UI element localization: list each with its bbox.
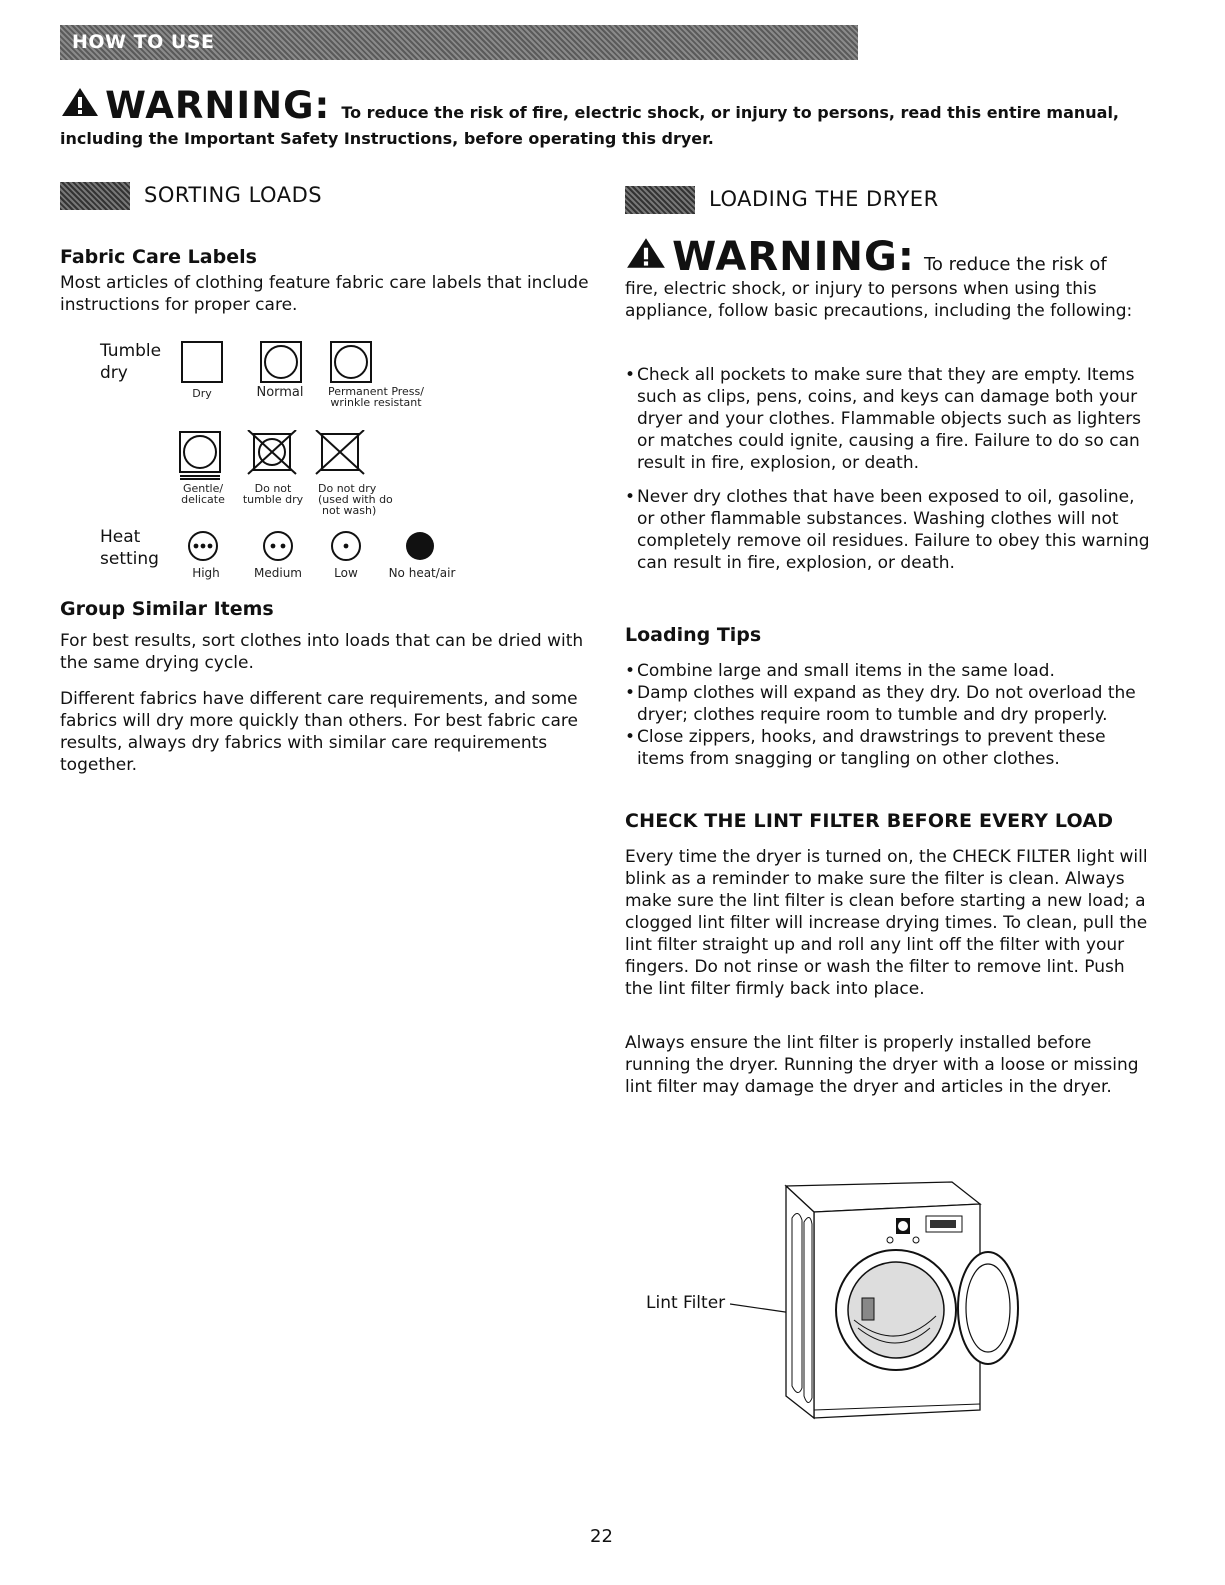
right-warning-title (625, 234, 1107, 280)
list-item: • Never dry clothes that have been exposed to oil, gasoline, or other flammable substances. Washing clothes will not completely remove oil residues. Failure to obey this warning can result in fire, explosion, or death. (625, 486, 1155, 574)
section-banner: HOW TO USE (60, 25, 858, 60)
do-not-dry-icon (316, 430, 364, 474)
section-bar (625, 186, 695, 214)
section-bar (60, 182, 130, 210)
gentle-no-tumble-symbols (176, 430, 376, 480)
medium-heat-icon (264, 532, 292, 560)
warning-text-2: including the Important Safety Instructions, before operating this dryer. (60, 129, 714, 148)
warning-right-text-b: fire, electric shock, or injury to persons when using this appliance, follow basic precautions, including the following: (625, 279, 1133, 321)
dryer-illustration (730, 1178, 1030, 1428)
heat-setting-symbols (186, 530, 446, 564)
label-normal: Normal (256, 385, 304, 400)
list-item: • Combine large and small items in the same load. (625, 660, 1155, 682)
left-column (60, 182, 600, 210)
warning-right-text-a: To reduce the risk of (923, 254, 1107, 275)
fabric-care-text: Most articles of clothing feature fabric care labels that include instructions for proper care. (60, 273, 589, 315)
page-number: 22 (590, 1526, 613, 1547)
list-item: • Check all pockets to make sure that they are empty. Items such as clips, pens, coins, and keys can damage both your dryer and your clothes. Flammable objects such as lighters or matches could ignite, causing a fire. Failure to do so can result in fire, explosion, or death. (625, 364, 1155, 474)
warning-bullets (625, 364, 1155, 574)
label-high: High (192, 566, 220, 580)
warning-word: WARNING: (105, 84, 331, 127)
warning-word-right: WARNING: (672, 234, 915, 280)
fabric-care-heading: Fabric Care Labels (60, 246, 257, 268)
label-low: Low (334, 566, 358, 580)
no-heat-icon (406, 532, 434, 560)
warning-triangle-icon (60, 86, 100, 118)
label-no-heat: No heat/air (388, 566, 456, 580)
label-do-not-dry: Do not dry (used with do not wash) (318, 482, 393, 517)
label-dry: Dry (192, 387, 212, 400)
group-similar-heading: Group Similar Items (60, 598, 274, 620)
label-gentle: Gentle/ delicate (181, 482, 225, 506)
permanent-press-symbol-icon (331, 342, 371, 385)
gentle-delicate-symbol-icon (180, 432, 220, 479)
list-item: • Damp clothes will expand as they dry. Do not overload the dryer; clothes require room to tumble and dry properly. (625, 682, 1155, 726)
loading-tips-list (625, 660, 1155, 770)
group-similar-p1: For best results, sort clothes into loads that can be dried with the same drying cycle. (60, 631, 584, 673)
label-do-not-tumble: Do not tumble dry (242, 482, 304, 506)
group-similar-p2: Different fabrics have different care requirements, and some fabrics will dry more quickly than others. For best fabric care results, always dry fabrics with similar care requirements together. (60, 689, 578, 775)
heat-setting-label: Heat setting (100, 527, 159, 569)
label-permanent-press: Permanent Press/ wrinkle resistant (328, 385, 424, 409)
low-heat-icon (332, 532, 360, 560)
warning-text-1: To reduce the risk of fire, electric shock, or injury to persons, read this entire manual, (341, 103, 1119, 122)
lint-filter-p1: Every time the dryer is turned on, the CHECK FILTER light will blink as a reminder to make sure the filter is clean. Always make sure the lint filter is clean before starting a new load; a clogged lint filter will increase drying times. To clean, pull the lint filter straight up and roll any lint off the filter with your fingers. Do not rinse or wash the filter to remove lint. Push the lint filter firmly back into place. (625, 847, 1148, 999)
sorting-loads-heading: SORTING LOADS (60, 182, 600, 210)
loading-tips-heading: Loading Tips (625, 624, 762, 646)
list-item: • Close zippers, hooks, and drawstrings to prevent these items from snagging or tangling on other clothes. (625, 726, 1155, 770)
dry-symbol-icon (182, 342, 222, 382)
do-not-tumble-dry-icon (248, 430, 296, 474)
label-medium: Medium (254, 566, 302, 580)
lint-filter-heading: CHECK THE LINT FILTER BEFORE EVERY LOAD (625, 810, 1114, 832)
lint-filter-p2: Always ensure the lint filter is properly installed before running the dryer. Running the dryer with a loose or missing lint filter may damage the dryer and articles in the dryer. (625, 1033, 1139, 1097)
tumble-dry-label: Tumble dry (100, 341, 162, 383)
lint-filter-label: Lint Filter (646, 1293, 726, 1313)
loading-dryer-heading: LOADING THE DRYER (625, 186, 939, 214)
warning-triangle-icon (625, 236, 667, 270)
normal-dry-symbol-icon (261, 342, 301, 382)
tumble-dry-symbols (180, 340, 440, 385)
high-heat-icon (189, 532, 217, 560)
main-warning (60, 84, 1170, 151)
